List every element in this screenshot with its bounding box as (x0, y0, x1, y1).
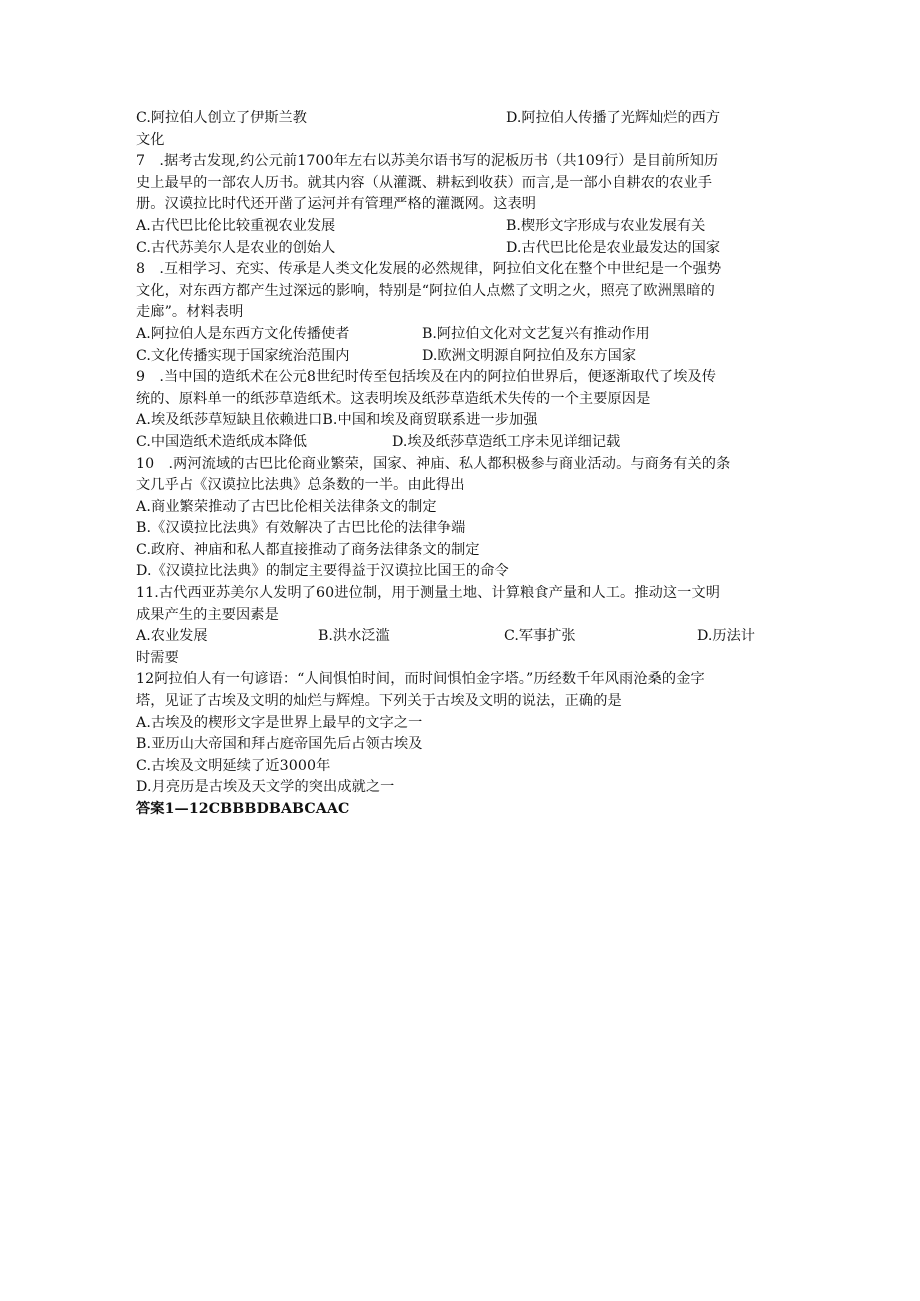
q6-option-d-continued: 文化 (136, 131, 165, 148)
q8-option-c: C.文化传播实现于国家统治范围内 (136, 347, 350, 364)
q11-option-d-continued: 时需要 (136, 649, 179, 666)
q12-stem-line-1: 12阿拉伯人有一句谚语：“人间惧怕时间，而时间惧怕金字塔。”历经数千年风雨沧桑的金字 (136, 671, 705, 688)
q10-option-a: A.商业繁荣推动了古巴比伦相关法律条文的制定 (136, 498, 437, 515)
answer-key: 答案1—12CBBBDBABCAAC (136, 801, 350, 817)
q10-stem-line-1: 10 .两河流域的古巴比伦商业繁荣，国家、神庙、私人都积极参与商业活动。与商务有关的条 (136, 455, 731, 472)
q12-stem-line-2: 塔，见证了古埃及文明的灿烂与辉煌。下列关于古埃及文明的说法，正确的是 (136, 693, 622, 710)
q8-options-row-2 (136, 346, 786, 368)
q6-option-c: C.阿拉伯人创立了伊斯兰教 (136, 110, 307, 126)
q10-stem-line-2: 文几乎占《汉谟拉比法典》总条数的一半。由此得出 (136, 477, 465, 494)
q11-options-row (136, 626, 786, 648)
q9-options-ab: A.埃及纸莎草短缺且依赖进口B.中国和埃及商贸联系进一步加强 (136, 412, 538, 429)
q9-stem-line-1: 9 .当中国的造纸术在公元8世纪时传至包括埃及在内的阿拉伯世界后，便逐渐取代了埃及传 (136, 369, 717, 386)
q8-option-d: D.欧洲文明源自阿拉伯及东方国家 (422, 347, 637, 364)
q11-option-c: C.军事扩张 (504, 628, 576, 645)
q11-option-b: B.洪水泛滥 (318, 628, 390, 645)
q10-option-b: B.《汉谟拉比法典》有效解决了古巴比伦的法律争端 (136, 520, 466, 537)
q12-option-d: D.月亮历是古埃及天文学的突出成就之一 (136, 779, 395, 796)
q7-stem-line-3: 册。汉谟拉比时代还开凿了运河并有管理严格的灌溉网。这表明 (136, 196, 537, 213)
q7-stem-line-2: 史上最早的一部农人历书。就其内容（从灌溉、耕耘到收获）而言,是一部小自耕农的农业手 (136, 174, 713, 191)
q8-option-b: B.阿拉伯文化对文艺复兴有推动作用 (422, 325, 650, 342)
q6-options-row (136, 108, 786, 130)
q7-options-row-1 (136, 216, 786, 238)
document-page (136, 108, 786, 821)
q9-stem-line-2: 统的、原料单一的纸莎草造纸术。这表明埃及纸莎草造纸术失传的一个主要原因是 (136, 390, 651, 407)
q7-options-row-2 (136, 238, 786, 260)
q8-options-row-1 (136, 324, 786, 346)
q8-option-a: A.阿拉伯人是东西方文化传播使者 (136, 325, 350, 342)
q12-option-c: C.古埃及文明延续了近3000年 (136, 757, 331, 774)
q7-option-a: A.古代巴比伦比较重视农业发展 (136, 217, 336, 234)
q11-stem-line-1: 11.古代西亚苏美尔人发明了60进位制，用于测量土地、计算粮食产量和人工。推动这一文明 (136, 585, 721, 602)
q7-option-b: B.楔形文字形成与农业发展有关 (506, 217, 706, 234)
q11-option-d: D.历法计 (697, 628, 755, 645)
q12-option-a: A.古埃及的楔形文字是世界上最早的文字之一 (136, 714, 423, 731)
q9-options-row-2 (136, 432, 786, 454)
q8-stem-line-1: 8 .互相学习、充实、传承是人类文化发展的必然规律，阿拉伯文化在整个中世纪是一个强势 (136, 261, 722, 278)
q7-stem-line-1: 7 .据考古发现,约公元前1700年左右以苏美尔语书写的泥板历书（共109行）是目前所知历 (136, 153, 719, 170)
q12-option-b: B.亚历山大帝国和拜占庭帝国先后占领古埃及 (136, 736, 423, 753)
q7-option-c: C.古代苏美尔人是农业的创始人 (136, 239, 336, 256)
q8-stem-line-2: 文化，对东西方都产生过深远的影响，特别是“阿拉伯人点燃了文明之火，照亮了欧洲黑暗的 (136, 282, 715, 299)
q11-option-a: A.农业发展 (136, 628, 208, 645)
q11-stem-line-2: 成果产生的主要因素是 (136, 606, 279, 623)
q9-option-c: C.中国造纸术造纸成本降低 (136, 433, 307, 450)
q7-option-d: D.古代巴比伦是农业最发达的国家 (506, 239, 721, 256)
q10-option-d: D.《汉谟拉比法典》的制定主要得益于汉谟拉比国王的命令 (136, 563, 509, 580)
q9-option-d: D.埃及纸莎草造纸工序未见详细记载 (392, 433, 621, 450)
q10-option-c: C.政府、神庙和私人都直接推动了商务法律条文的制定 (136, 541, 480, 558)
q6-option-d: D.阿拉伯人传播了光辉灿烂的西方 (506, 110, 721, 126)
q8-stem-line-3: 走廊”。材料表明 (136, 304, 244, 321)
